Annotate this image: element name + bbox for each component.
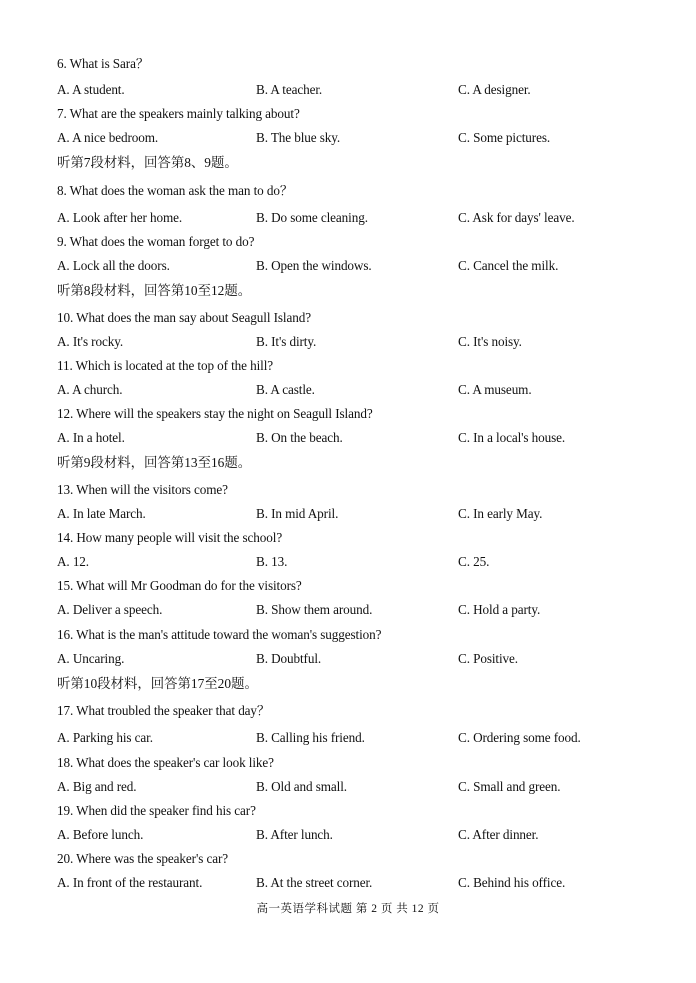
answer-options-row [57,379,657,401]
option-a: A. Look after her home. [57,210,183,225]
option-b: B. At the street corner. [256,875,373,890]
option-b: B. Do some cleaning. [256,210,368,225]
option-c: C. Ask for days' leave. [458,210,575,225]
section-instruction: 听第7段材料，回答第8、9题。 [57,155,238,170]
question-text: 20. Where was the speaker's car? [57,851,229,866]
answer-options-row [57,331,657,353]
question-text: 17. What troubled the speaker that day？ [57,703,271,718]
option-b: B. Open the windows. [256,258,372,273]
page-footer: 高一英语学科试题 第 2 页 共 12 页 [256,903,440,915]
question-text: 13. When will the visitors come? [57,482,228,497]
question-text: 9. What does the woman forget to do? [57,234,255,249]
option-c: C. Ordering some food. [458,730,581,745]
option-b: B. It's dirty. [256,334,317,349]
option-b: B. After lunch. [256,827,333,842]
option-b: B. In mid April. [256,506,339,521]
answer-options-row [57,872,657,894]
option-a: A. A student. [57,82,125,97]
question-text: 15. What will Mr Goodman do for the visitors? [57,578,302,593]
option-c: C. It's noisy. [458,334,522,349]
answer-options-row [57,503,657,525]
option-c: C. Positive. [458,651,518,666]
option-a: A. A nice bedroom. [57,130,159,145]
question-text: 12. Where will the speakers stay the night on Seagull Island? [57,406,373,421]
option-a: A. Deliver a speech. [57,602,163,617]
option-c: C. In a local's house. [458,430,566,445]
option-a: A. 12. [57,554,90,569]
answer-options-row [57,79,657,101]
option-c: C. A museum. [458,382,532,397]
option-c: C. Behind his office. [458,875,566,890]
question-text: 14. How many people will visit the school? [57,530,283,545]
question-text: 19. When did the speaker find his car? [57,803,256,818]
answer-options-row [57,255,657,277]
question-text: 8. What does the woman ask the man to do？ [57,183,293,198]
option-a: A. It's rocky. [57,334,124,349]
answer-options-row [57,207,657,229]
section-instruction: 听第9段材料，回答第13至16题。 [57,455,252,470]
option-a: A. In a hotel. [57,430,125,445]
answer-options-row [57,599,657,621]
option-c: C. 25. [458,554,490,569]
question-text: 11. Which is located at the top of the hill? [57,358,274,373]
option-b: B. A castle. [256,382,315,397]
option-c: C. Cancel the milk. [458,258,559,273]
answer-options-row [57,648,657,670]
question-text: 7. What are the speakers mainly talking about? [57,106,300,121]
option-a: A. Uncaring. [57,651,125,666]
option-a: A. In front of the restaurant. [57,875,203,890]
option-c: C. Some pictures. [458,130,551,145]
option-c: C. Hold a party. [458,602,541,617]
option-a: A. In late March. [57,506,146,521]
option-b: B. 13. [256,554,288,569]
option-b: B. A teacher. [256,82,323,97]
question-text: 10. What does the man say about Seagull Island? [57,310,311,325]
option-a: A. A church. [57,382,123,397]
option-c: C. After dinner. [458,827,539,842]
answer-options-row [57,427,657,449]
answer-options-row [57,776,657,798]
option-a: A. Big and red. [57,779,137,794]
question-text: 16. What is the man's attitude toward the woman's suggestion? [57,627,382,642]
option-a: A. Parking his car. [57,730,153,745]
option-b: B. Doubtful. [256,651,322,666]
option-a: A. Lock all the doors. [57,258,170,273]
answer-options-row [57,727,657,749]
answer-options-row [57,824,657,846]
option-a: A. Before lunch. [57,827,144,842]
option-b: B. On the beach. [256,430,343,445]
option-b: B. Show them around. [256,602,373,617]
option-b: B. The blue sky. [256,130,341,145]
question-text: 18. What does the speaker's car look like? [57,755,274,770]
option-c: C. Small and green. [458,779,561,794]
answer-options-row [57,127,657,149]
section-instruction: 听第10段材料，回答第17至20题。 [57,676,258,691]
option-c: C. A designer. [458,82,531,97]
option-b: B. Calling his friend. [256,730,365,745]
question-text: 6. What is Sara？ [57,56,149,71]
option-c: C. In early May. [458,506,543,521]
section-instruction: 听第8段材料，回答第10至12题。 [57,283,252,298]
option-b: B. Old and small. [256,779,347,794]
answer-options-row [57,551,657,573]
